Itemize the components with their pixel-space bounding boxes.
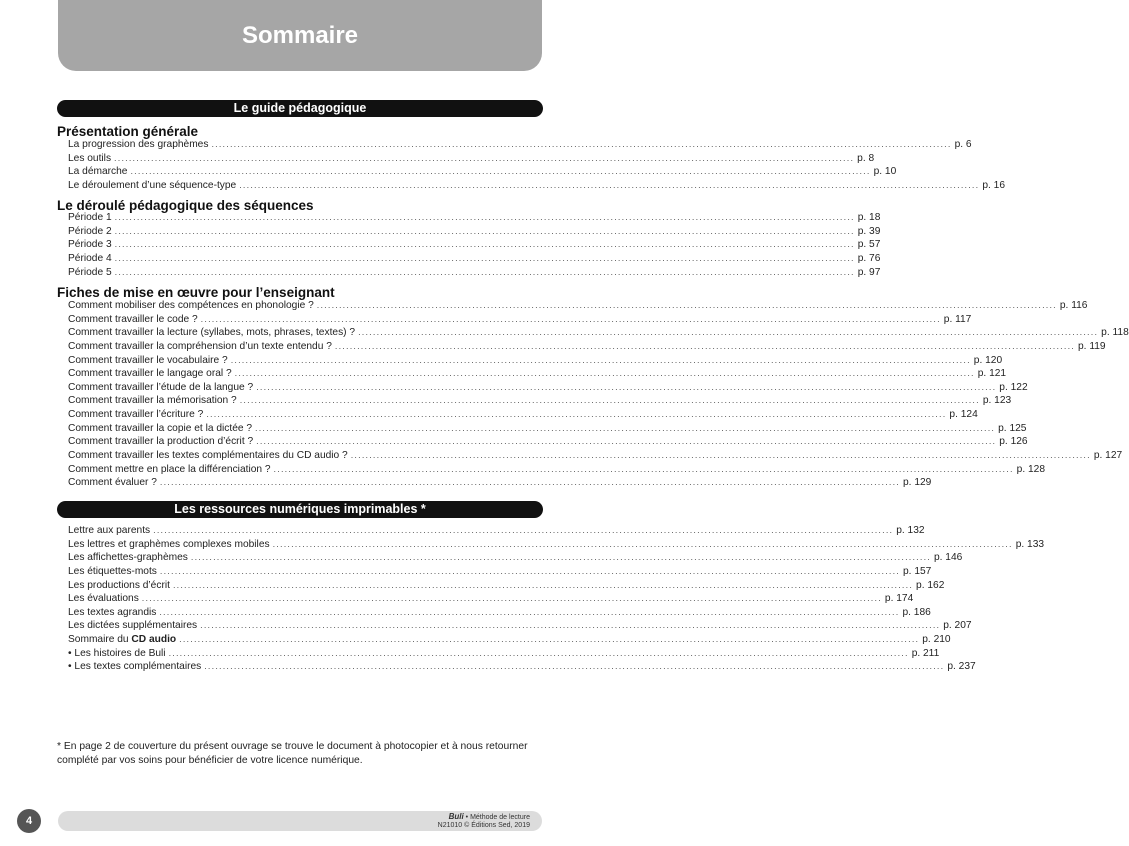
dot-leader: ........................................................................................................................................................................................................ xyxy=(204,661,945,672)
toc-entry xyxy=(68,381,1028,396)
dot-leader: ........................................................................................................................................................................................................ xyxy=(190,552,931,563)
footer-subtitle: • Méthode de lecture xyxy=(465,814,530,821)
toc-entry-text: La démarche xyxy=(68,166,128,178)
toc-entry-page: p. 211 xyxy=(911,647,940,659)
toc-entry-page: p. 121 xyxy=(977,368,1007,380)
toc-entry-label xyxy=(68,267,112,278)
toc-list xyxy=(68,212,881,280)
toc-entry-label xyxy=(68,341,332,352)
toc-entry-page: p. 133 xyxy=(1015,538,1045,550)
toc-entry xyxy=(68,436,1028,450)
toc-entry-label xyxy=(68,300,314,311)
toc-entry xyxy=(68,327,1129,341)
toc-entry-label xyxy=(68,620,197,631)
toc-entry-label xyxy=(68,634,176,645)
toc-entry-page: p. 162 xyxy=(916,579,945,591)
toc-entry xyxy=(68,152,875,167)
toc-entry-page: p. 123 xyxy=(982,395,1012,407)
footer-reference: N21010 © Éditions Sed, 2019 xyxy=(437,822,530,829)
toc-entry-text: Comment travailler la production d’écrit ? xyxy=(68,436,254,448)
dot-leader: ........................................................................................................................................................................................................ xyxy=(114,152,855,163)
toc-entry-label xyxy=(68,180,236,191)
toc-entry-label xyxy=(68,382,253,393)
toc-entry-label xyxy=(68,409,203,420)
toc-entry-text: Période 3 xyxy=(68,239,112,251)
toc-entry-text: • Les histoires de Buli xyxy=(68,647,166,659)
toc-entry-label xyxy=(68,607,156,618)
toc-entry xyxy=(68,552,963,566)
toc-entry-label xyxy=(68,593,139,604)
dot-leader: ........................................................................................................................................................................................................ xyxy=(256,381,997,392)
toc-entry xyxy=(68,252,881,267)
dot-leader: ........................................................................................................................................................................................................ xyxy=(168,647,909,658)
toc-entry-page: p. 116 xyxy=(1059,300,1088,311)
dot-leader: ........................................................................................................................................................................................................ xyxy=(334,340,1075,351)
toc-entry xyxy=(68,166,897,180)
toc-list xyxy=(68,300,1129,491)
toc-entry xyxy=(68,266,881,281)
toc-entry-page: p. 16 xyxy=(982,179,1005,191)
toc-entry-page: p. 157 xyxy=(903,565,932,577)
dot-leader: ........................................................................................................................................................................................................ xyxy=(211,139,952,149)
dot-leader: ........................................................................................................................................................................................................ xyxy=(256,436,997,447)
toc-entry xyxy=(68,477,932,491)
toc-entry-label xyxy=(68,226,112,237)
toc-entry-text: Période 1 xyxy=(68,212,112,223)
dot-leader: ........................................................................................................................................................................................................ xyxy=(358,327,1099,338)
toc-entry-text: Comment travailler la mémorisation ? xyxy=(68,395,237,407)
toc-entry xyxy=(68,565,932,580)
dot-leader: ........................................................................................................................................................................................................ xyxy=(172,579,914,590)
toc-entry-page: p. 120 xyxy=(973,354,1003,366)
toc-entry-page: p. 57 xyxy=(857,239,881,251)
toc-entry xyxy=(68,450,1123,464)
footer-brand xyxy=(438,813,530,830)
toc-entry-label xyxy=(68,580,170,591)
guide-section-bar: Le guide pédagogique xyxy=(57,100,543,117)
toc-entry-text: Comment travailler le code ? xyxy=(68,313,198,325)
toc-entry xyxy=(68,300,1088,314)
toc-entry-page: p. 174 xyxy=(884,593,914,605)
toc-entry-text: Le déroulement d’une séquence-type xyxy=(68,179,237,191)
toc-entry xyxy=(68,422,1027,437)
toc-entry-label xyxy=(68,253,112,264)
page-title: Sommaire xyxy=(241,22,359,49)
toc-entry-page: p. 128 xyxy=(1016,463,1045,475)
toc-entry-text: Les outils xyxy=(68,152,112,164)
toc-entry-text: Les lettres et graphèmes complexes mobiles xyxy=(68,538,270,550)
dot-leader: ........................................................................................................................................................................................................ xyxy=(130,166,871,177)
toc-entry-text: • Les textes complémentaires xyxy=(68,661,202,673)
dot-leader: ........................................................................................................................................................................................................ xyxy=(255,422,996,433)
dot-leader: ........................................................................................................................................................................................................ xyxy=(206,409,947,420)
toc-entry-page: p. 10 xyxy=(873,166,897,178)
toc-entry-label xyxy=(68,450,348,461)
toc-entry-label xyxy=(68,477,157,488)
toc-entry-page: p. 127 xyxy=(1093,450,1123,462)
toc-list xyxy=(68,525,1045,675)
toc-entry-page: p. 207 xyxy=(943,620,972,632)
toc-entry-page: p. 146 xyxy=(933,552,963,564)
dot-leader: ........................................................................................................................................................................................................ xyxy=(141,593,882,604)
toc-entry-text: Période 5 xyxy=(68,266,112,278)
toc-entry-page: p. 124 xyxy=(949,409,978,421)
toc-entry-text: Les étiquettes-mots xyxy=(68,565,157,577)
toc-entry-text: Période 4 xyxy=(68,252,112,264)
toc-entry-text: Comment travailler la compréhension d’un texte entendu ? xyxy=(68,340,332,352)
toc-entry xyxy=(68,179,1005,194)
toc-entry xyxy=(68,239,881,253)
dot-leader: ........................................................................................................................................................................................................ xyxy=(159,565,901,576)
dot-leader: ........................................................................................................................................................................................................ xyxy=(153,525,894,535)
dot-leader: ........................................................................................................................................................................................................ xyxy=(159,477,901,488)
toc-entry-label xyxy=(68,166,127,177)
toc-entry-page: p. 186 xyxy=(902,606,931,618)
toc-entry-label xyxy=(68,423,252,434)
toc-entry-text: Les textes agrandis xyxy=(68,606,157,618)
toc-entry xyxy=(68,661,976,675)
footnote: * En page 2 de couverture du présent ouvrage se trouve le document à photocopier et à nous retourner complété par vos soins pour bénéficier de votre licence numérique. xyxy=(57,741,528,766)
toc-entry-text: Comment mettre en place la différenciation ? xyxy=(68,463,271,475)
toc-entry-page: p. 6 xyxy=(954,139,972,150)
toc-entry xyxy=(68,525,925,539)
toc-entry xyxy=(68,463,1045,478)
dot-leader: ........................................................................................................................................................................................................ xyxy=(273,463,1014,474)
toc-entry-text: La progression des graphèmes xyxy=(68,139,209,150)
toc-entry xyxy=(68,634,951,648)
footer-bar xyxy=(58,811,542,831)
dot-leader: ........................................................................................................................................................................................................ xyxy=(114,225,855,236)
toc-entry-page: p. 132 xyxy=(896,525,925,536)
toc-entry-label xyxy=(68,436,253,447)
toc-entry-page: p. 18 xyxy=(857,212,881,223)
section-title: Présentation générale xyxy=(57,124,199,139)
toc-entry-text: Comment travailler la lecture (syllabes, mots, phrases, textes) ? xyxy=(68,327,356,339)
toc-entry xyxy=(68,225,881,240)
toc-entry xyxy=(68,395,1012,409)
toc-entry-label xyxy=(68,566,157,577)
dot-leader: ........................................................................................................................................................................................................ xyxy=(239,179,980,190)
toc-entry-page: p. 76 xyxy=(857,252,881,264)
toc-entry-label xyxy=(68,355,228,366)
toc-entry-text: Les affichettes-graphèmes xyxy=(68,552,188,564)
toc-entry xyxy=(68,606,931,621)
dot-leader: ........................................................................................................................................................................................................ xyxy=(200,620,941,631)
toc-entry-page: p. 117 xyxy=(943,313,972,325)
toc-entry xyxy=(68,212,881,226)
dot-leader: ........................................................................................................................................................................................................ xyxy=(114,252,855,263)
toc-entry-page: p. 125 xyxy=(998,422,1027,434)
toc-entry-label xyxy=(68,368,232,379)
toc-entry xyxy=(68,313,972,328)
toc-entry xyxy=(68,647,940,662)
toc-entry-text: Les productions d’écrit xyxy=(68,579,170,591)
toc-entry-label xyxy=(68,648,166,659)
toc-entry-text: Sommaire du xyxy=(68,634,132,646)
dot-leader: ........................................................................................................................................................................................................ xyxy=(316,300,1057,310)
header-banner xyxy=(58,0,542,71)
toc-entry-page: p. 122 xyxy=(999,381,1028,393)
toc-entry-page: p. 210 xyxy=(922,634,951,646)
dot-leader: ........................................................................................................................................................................................................ xyxy=(114,266,855,277)
dot-leader: ........................................................................................................................................................................................................ xyxy=(230,354,971,365)
toc-entry-label xyxy=(68,314,198,325)
toc-entry xyxy=(68,579,945,594)
toc-entry-text: Comment évaluer ? xyxy=(68,477,157,489)
dot-leader: ........................................................................................................................................................................................................ xyxy=(114,239,855,250)
section-title: Fiches de mise en œuvre pour l’enseignant xyxy=(57,285,335,300)
dot-leader: ........................................................................................................................................................................................................ xyxy=(350,450,1091,461)
toc-entry-label xyxy=(68,539,270,550)
toc-entry-label xyxy=(68,661,201,672)
section-title: Le déroulé pédagogique des séquences xyxy=(57,198,314,213)
toc-entry-label xyxy=(68,395,237,406)
toc-entry-text: Comment travailler le vocabulaire ? xyxy=(68,354,228,366)
toc-entry-label xyxy=(68,139,208,150)
toc-entry-text: Comment travailler les textes complémentaires du CD audio ? xyxy=(68,450,348,462)
dot-leader: ........................................................................................................................................................................................................ xyxy=(234,368,975,379)
toc-entry-label xyxy=(68,153,111,164)
toc-entry-text: Les dictées supplémentaires xyxy=(68,620,198,632)
toc-entry-page: p. 39 xyxy=(857,225,881,237)
toc-entry-label xyxy=(68,212,112,223)
dot-leader: ........................................................................................................................................................................................................ xyxy=(200,313,941,324)
toc-entry-page: p. 129 xyxy=(903,477,932,489)
toc-entry xyxy=(68,139,972,153)
toc-entry-page: p. 8 xyxy=(857,152,875,164)
toc-entry-text: Comment travailler la copie et la dictée ? xyxy=(68,422,253,434)
toc-entry-label xyxy=(68,525,150,536)
dot-leader: ........................................................................................................................................................................................................ xyxy=(239,395,980,406)
brand-logo: Buli xyxy=(448,812,464,821)
toc-entry-text: Comment travailler l’étude de la langue ? xyxy=(68,381,254,393)
toc-entry-label xyxy=(68,239,112,250)
toc-entry-page: p. 119 xyxy=(1078,340,1106,352)
toc-entry-label xyxy=(68,464,271,475)
toc-entry xyxy=(68,593,914,607)
toc-entry xyxy=(68,340,1106,355)
dot-leader: ........................................................................................................................................................................................................ xyxy=(179,634,920,645)
toc-entry-label xyxy=(68,552,188,563)
toc-entry-text: Comment travailler l’écriture ? xyxy=(68,409,204,421)
toc-entry-page: p. 118 xyxy=(1101,327,1129,339)
resources-section-bar: Les ressources numériques imprimables * xyxy=(57,501,543,518)
toc-entry-page: p. 126 xyxy=(999,436,1028,448)
toc-entry-text: Lettre aux parents xyxy=(68,525,151,536)
toc-entry xyxy=(68,620,972,634)
toc-entry-text: Comment travailler le langage oral ? xyxy=(68,368,232,380)
toc-entry xyxy=(68,409,978,423)
toc-entry-text: Les évaluations xyxy=(68,593,139,605)
toc-entry-bold-text: CD audio xyxy=(131,634,177,646)
dot-leader: ........................................................................................................................................................................................................ xyxy=(272,538,1013,549)
toc-entry xyxy=(68,354,1003,369)
toc-entry-label xyxy=(68,327,355,338)
dot-leader: ........................................................................................................................................................................................................ xyxy=(159,606,900,617)
toc-entry-page: p. 97 xyxy=(857,266,881,278)
toc-entry-text: Période 2 xyxy=(68,225,112,237)
toc-entry-text: Comment mobiliser des compétences en phonologie ? xyxy=(68,300,314,311)
toc-list xyxy=(68,139,1005,194)
toc-entry-page: p. 237 xyxy=(947,661,976,673)
page-number-badge: 4 xyxy=(17,809,41,833)
dot-leader: ........................................................................................................................................................................................................ xyxy=(114,212,855,222)
toc-entry xyxy=(68,538,1045,553)
toc-entry xyxy=(68,368,1007,382)
